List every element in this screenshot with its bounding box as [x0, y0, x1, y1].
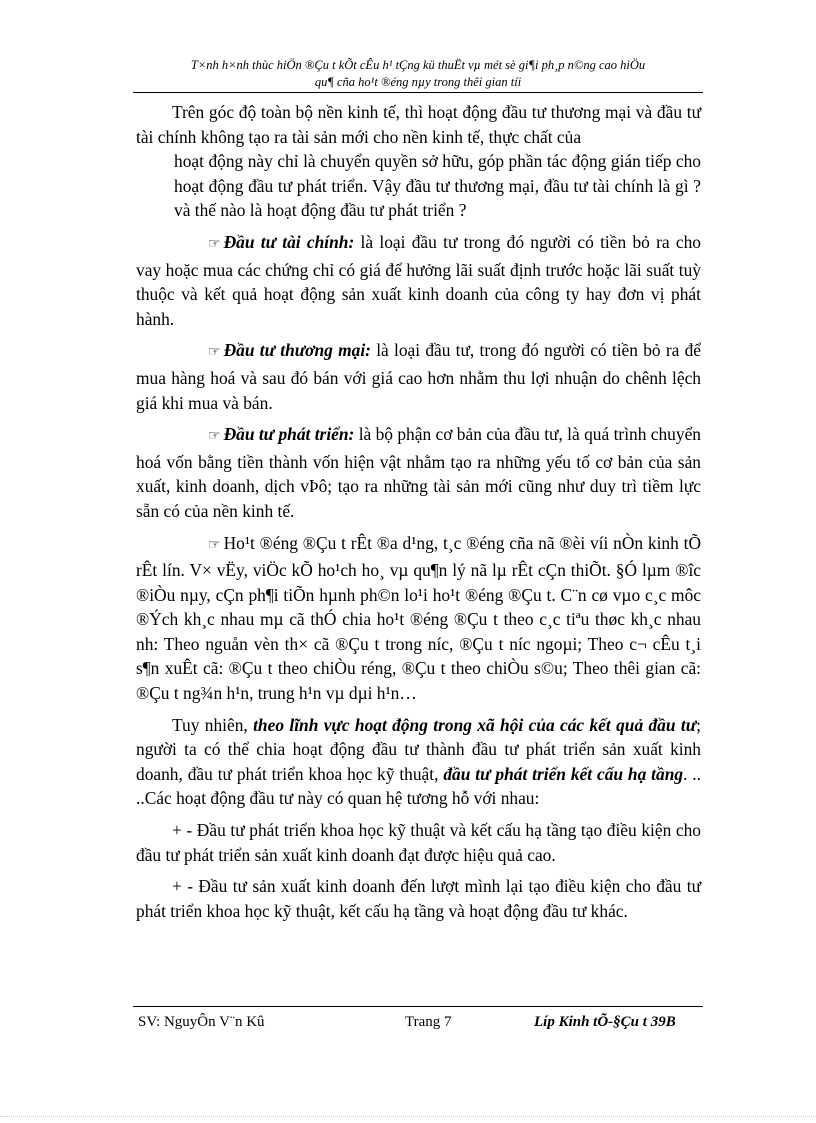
- page-boundary: [0, 1116, 816, 1117]
- term-trade: Đầu tư thương mại:: [223, 340, 371, 361]
- paragraph-intro-cont: [136, 149, 701, 223]
- paragraph-classification: [136, 531, 701, 706]
- pointing-hand-icon: ☞: [208, 345, 221, 361]
- document-body: [136, 100, 701, 930]
- trade-text: là loại đầu tư, trong đó người có tiền bỏ ra để mua hàng hoá và sau đó bán với giá cao hơn nhằm thu lợi nhuận do chênh lệch giá khi mua và bán.: [136, 340, 702, 413]
- point-2-text: + - Đầu tư sản xuất kinh doanh đến lượt mình lại tạo điều kiện cho đầu tư phát triển khoa học kỹ thuật, kết cấu hạ tầng và hoạt động đầu tư khác.: [136, 876, 701, 921]
- paragraph-point-1: [136, 818, 701, 867]
- paragraph-however: [136, 713, 701, 811]
- page-header: [133, 57, 703, 91]
- term-financial: Đầu tư tài chính:: [223, 231, 355, 252]
- financial-text: là loại đầu tư trong đó người có tiền bỏ ra cho vay hoặc mua các chứng chỉ có giá để hưởng lãi suất định trước hoặc lãi suất tuỳ thuộc và kết quả hoạt động sản xuất kinh doanh của công ty hay đơn vị phát hành.: [136, 231, 701, 329]
- however-emphasis-1: theo lĩnh vực hoạt động trong xã hội của các kết quả đầu tư: [253, 714, 697, 735]
- footer-page-number: Trang 7: [405, 1014, 452, 1030]
- term-development: Đầu tư phát triển:: [223, 424, 355, 445]
- however-text-e: . .. ..Các hoạt động đầu tư này có quan hệ tương hỗ với nhau:: [136, 763, 701, 809]
- paragraph-intro-cont-text: hoạt động này chỉ là chuyển quyền sở hữu, góp phần tác động gián tiếp cho hoạt động đầu tư phát triển. Vậy đầu tư thương mại, đầu tư tài chính là gì ? và thế nào là hoạt động đầu tư phát triển ?: [174, 151, 701, 221]
- pointing-hand-icon: ☞: [208, 236, 221, 252]
- paragraph-development: [136, 422, 701, 523]
- point-1-text: + - Đầu tư phát triển khoa học kỹ thuật và kết cấu hạ tầng tạo điều kiện cho đầu tư phát triển sản xuất kinh doanh đạt được hiệu quả cao.: [136, 820, 701, 865]
- paragraph-intro: [136, 100, 701, 149]
- classification-text: Ho¹t ®éng ®Çu t rÊt ®a d¹ng, t¸c ®éng cña nã ®èi víi nÒn kinh tÕ rÊt lín. V× vËy, viÖc kÕ ho¹ch ho¸ vµ qu¶n lý nã lµ rÊt cÇn thiÕt. §Ó lµm ®îc ®iÒu nµy, cÇn ph¶i tiÕn hµnh ph©n lo¹i ho¹t ®éng ®Çu t. C¨n cø vµo c¸c môc ®Ých kh¸c nhau mµ cã thÓ chia ho¹t ®éng ®Çu t theo c¸c tiªu thøc kh¸c nhau nh: Theo nguån vèn th× cã ®Çu t trong níc, ®Çu t níc ngoµi; Theo c¬ cÊu t¸i s¶n xuÊt cã: ®Çu t theo chiÒu réng, ®Çu t theo chiÒu s©u; Theo thêi gian cã: ®Çu t ng¾n h¹n, trung h¹n vµ dµi h¹n…: [136, 532, 701, 704]
- header-line-1: T×nh h×nh thùc hiÖn ®Çu t kÕt cÊu h¹ tÇng kü thuËt vµ mét sè gi¶i ph¸p n©ng cao hiÖu: [190, 58, 646, 72]
- pointing-hand-icon: ☞: [208, 429, 221, 445]
- header-rule: [133, 92, 703, 93]
- development-text: là bộ phận cơ bản của đầu tư, là quá trình chuyển hoá vốn bằng tiền thành vốn hiện vật nhằm tạo ra những yếu tố cơ bản của sản xuất, kinh doanh, dịch vÞô; tạo ra những tài sản mới cũng như duy trì tiềm lực sẵn có của nền kinh tế.: [136, 424, 701, 521]
- paragraph-intro-text: Trên góc độ toàn bộ nền kinh tế, thì hoạt động đầu tư thương mại và đầu tư tài chính không tạo ra tài sản mới cho nền kinh tế, thực chất của: [136, 102, 701, 147]
- pointing-hand-icon: ☞: [208, 537, 221, 553]
- header-line-2: qu¶ cña ho¹t ®éng nµy trong thêi gian tíi: [314, 75, 522, 89]
- footer-rule: [133, 1006, 703, 1007]
- paragraph-financial: [136, 230, 701, 331]
- however-emphasis-2: đầu tư phát triển kết cấu hạ tầng: [443, 763, 684, 784]
- footer-class: Líp Kinh tÕ-§Çu t 39B: [534, 1014, 676, 1030]
- paragraph-point-2: [136, 874, 701, 923]
- however-text-a: Tuy nhiên,: [172, 714, 254, 735]
- paragraph-trade: [136, 338, 701, 415]
- footer-student: SV: NguyÔn V¨n Kû: [138, 1014, 265, 1030]
- however-text-c: ; người ta có thể chia hoạt động đầu tư thành đầu tư phát triển sản xuất kinh doanh, đầu tư phát triển khoa học kỹ thuật,: [136, 714, 701, 784]
